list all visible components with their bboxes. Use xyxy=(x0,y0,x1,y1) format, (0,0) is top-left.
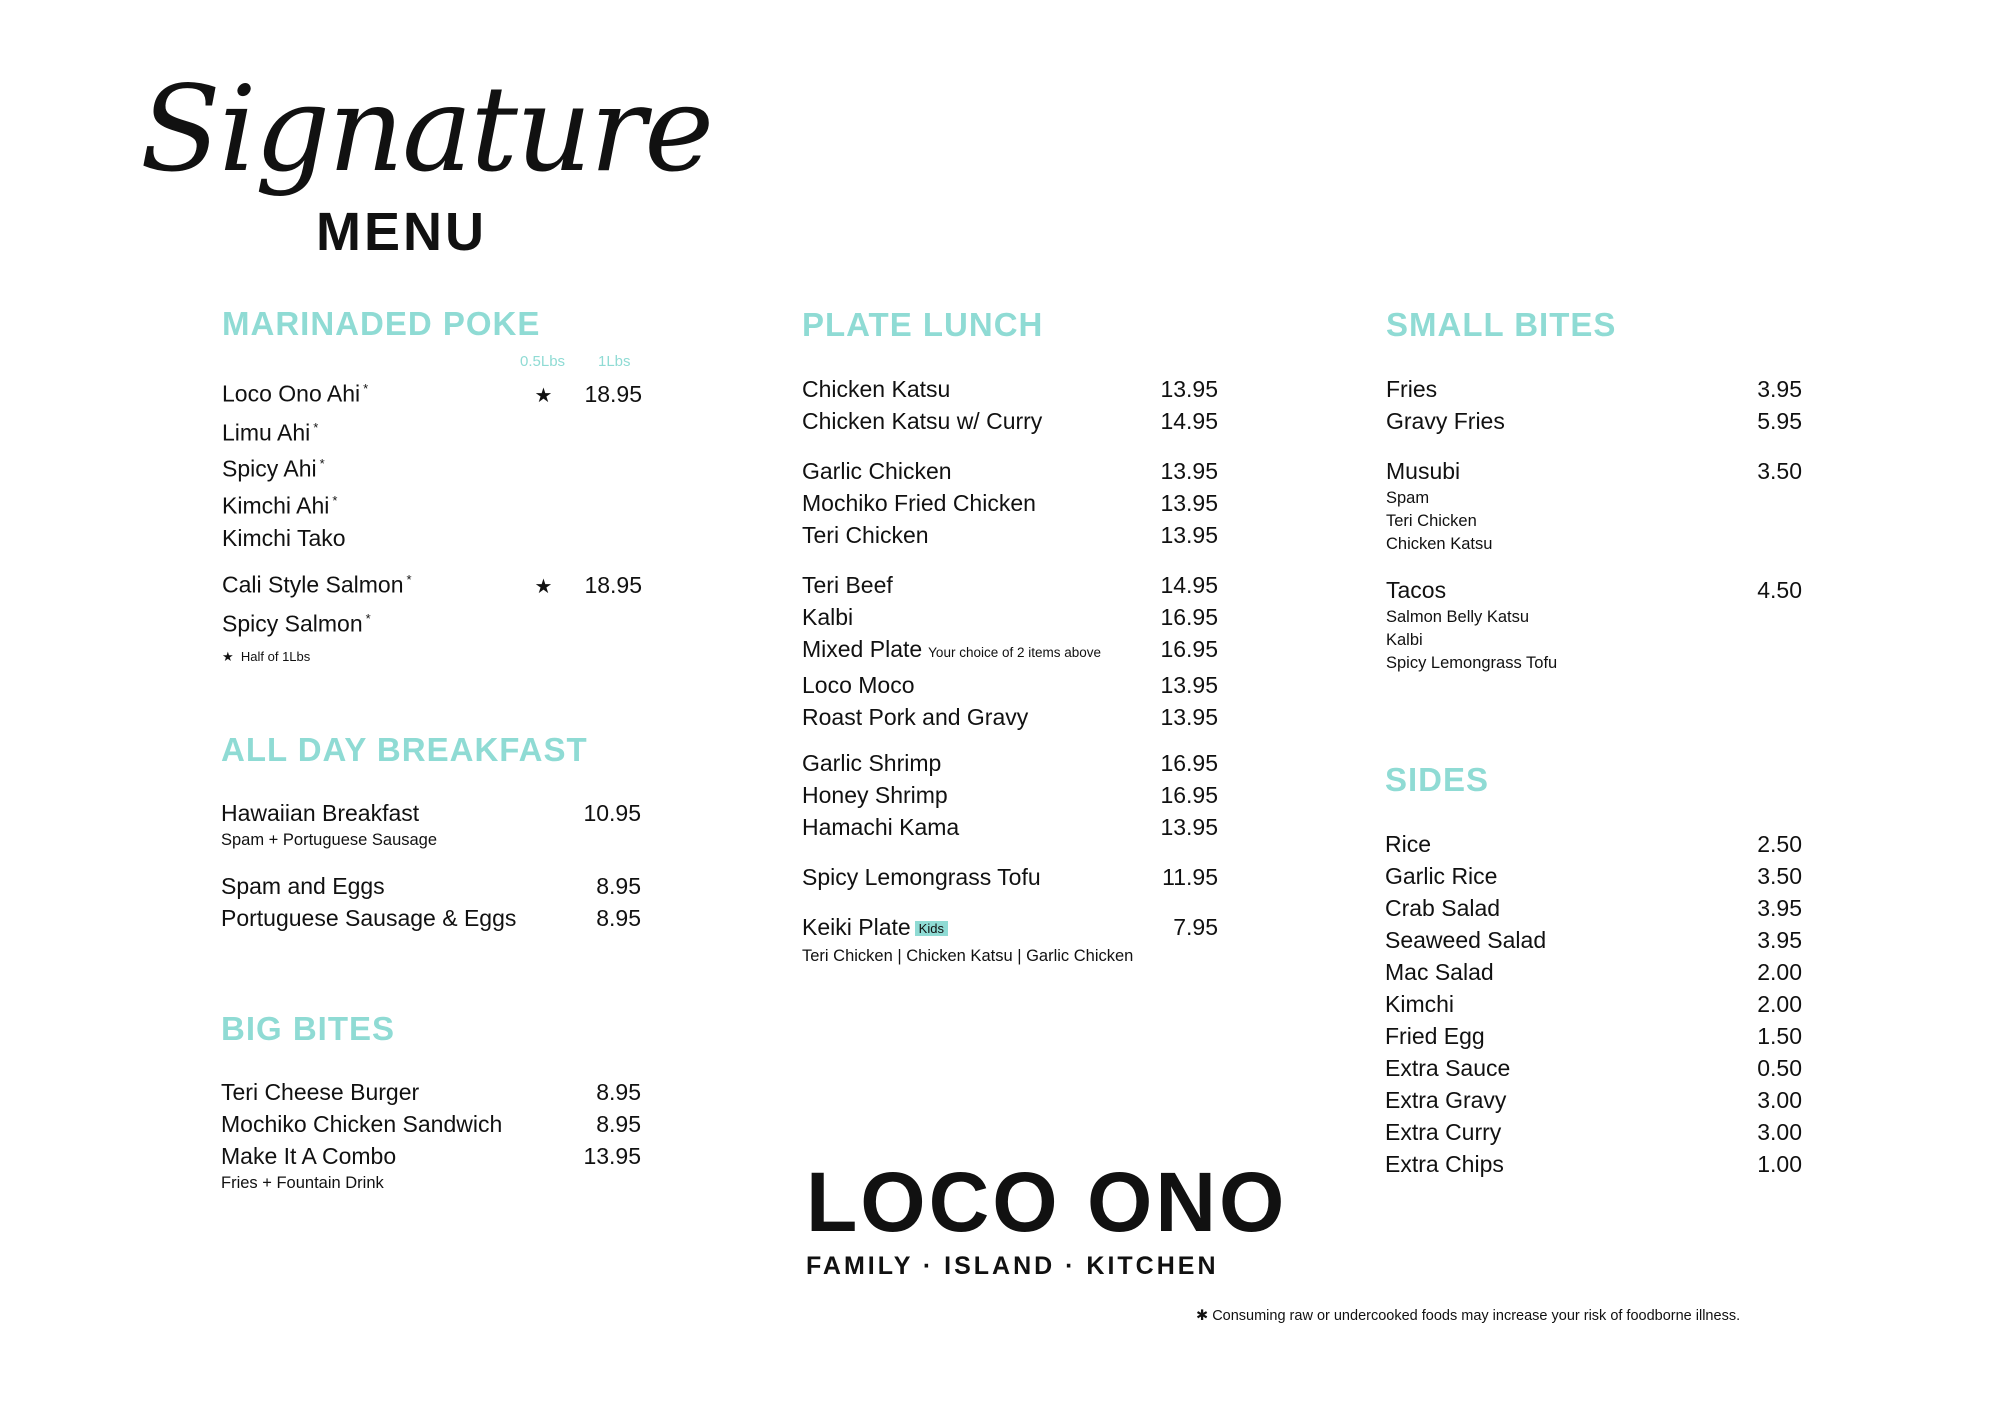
marinated-poke-section xyxy=(222,307,642,340)
menu-item: Teri Chicken 13.95 xyxy=(802,522,1218,548)
menu-item: Make It A Combo 13.95 xyxy=(221,1143,641,1169)
breakfast-items xyxy=(221,797,641,934)
menu-item: Mochiko Chicken Sandwich 8.95 xyxy=(221,1111,641,1137)
star-icon: ★ xyxy=(534,575,553,598)
section-title-big-bites: BIG BITES xyxy=(221,1010,396,1047)
sides-section xyxy=(1385,763,1802,796)
poke-group-salmon xyxy=(222,564,642,668)
menu-item: Loco Moco 13.95 xyxy=(802,672,1218,698)
section-title-plate-lunch: PLATE LUNCH xyxy=(802,306,1044,343)
menu-item: Teri Beef 14.95 xyxy=(802,572,1218,598)
menu-item: Cali Style Salmon * ★ 18.95 xyxy=(222,564,642,603)
menu-item: Kimchi Ahi * xyxy=(222,492,338,519)
poke-price: 18.95 xyxy=(584,571,642,598)
menu-item: Mixed Plate Your choice of 2 items above 16.95 xyxy=(802,636,1218,662)
menu-item: Spicy Lemongrass Tofu 11.95 xyxy=(802,864,1218,890)
menu-item: Kalbi 16.95 xyxy=(802,604,1218,630)
menu-item: Musubi 3.50 xyxy=(1386,458,1802,484)
item-description: Teri Chicken | Chicken Katsu | Garlic Chicken xyxy=(802,946,1134,965)
menu-item: Gravy Fries 5.95 xyxy=(1386,408,1802,434)
menu-item: Chicken Katsu 13.95 xyxy=(802,376,1218,402)
star-note: ★ Half of 1Lbs xyxy=(222,649,311,665)
size-full-label: 1Lbs xyxy=(598,353,631,370)
signature-script-title: Signature xyxy=(140,60,713,198)
menu-item: Spam and Eggs 8.95 xyxy=(221,873,641,899)
menu-item: Extra Curry 3.00 xyxy=(1385,1119,1802,1145)
option-item: Kalbi xyxy=(1386,631,1423,649)
menu-item: Extra Sauce 0.50 xyxy=(1385,1055,1802,1081)
menu-item: Fries 3.95 xyxy=(1386,376,1802,402)
menu-item: Hawaiian Breakfast 10.95 xyxy=(221,800,641,826)
menu-item: Hamachi Kama 13.95 xyxy=(802,814,1218,840)
option-item: Spam xyxy=(1386,489,1430,507)
menu-item: Kimchi 2.00 xyxy=(1385,991,1802,1017)
plate-lunch-section xyxy=(802,308,1218,341)
star-icon: ★ xyxy=(534,384,553,407)
raw-food-disclaimer: ✱ Consuming raw or undercooked foods may increase your risk of foodborne illness. xyxy=(1196,1308,1741,1324)
menu-item: Mac Salad 2.00 xyxy=(1385,959,1802,985)
section-title-small-bites: SMALL BITES xyxy=(1386,306,1617,343)
loco-ono-logo: LOCO ONO xyxy=(806,1155,1288,1249)
breakfast-section xyxy=(221,733,641,766)
menu-heading: MENU xyxy=(316,202,487,262)
menu-item: Seaweed Salad 3.95 xyxy=(1385,927,1802,953)
option-item: Chicken Katsu xyxy=(1386,535,1493,553)
option-item: Salmon Belly Katsu xyxy=(1386,608,1530,626)
section-title-sides: SIDES xyxy=(1385,761,1490,798)
menu-item: Crab Salad 3.95 xyxy=(1385,895,1802,921)
asterisk-icon: ✱ xyxy=(1196,1308,1209,1324)
big-bites-section xyxy=(221,1012,641,1045)
poke-price: 18.95 xyxy=(584,380,642,407)
option-item: Teri Chicken xyxy=(1386,512,1477,530)
menu-item: Teri Cheese Burger 8.95 xyxy=(221,1079,641,1105)
menu-item: Spicy Salmon * xyxy=(222,610,371,637)
small-bites-items xyxy=(1386,373,1802,675)
sides-items xyxy=(1385,828,1802,1180)
menu-item: Garlic Rice 3.50 xyxy=(1385,863,1802,889)
plate-lunch-items xyxy=(802,373,1218,968)
big-bites-items xyxy=(221,1076,641,1195)
menu-item: Keiki Plate Kids 7.95 xyxy=(802,914,1218,940)
option-item: Spicy Lemongrass Tofu xyxy=(1386,654,1558,672)
menu-item: Garlic Chicken 13.95 xyxy=(802,458,1218,484)
menu-item: Fried Egg 1.50 xyxy=(1385,1023,1802,1049)
menu-item: Portuguese Sausage & Eggs 8.95 xyxy=(221,905,641,931)
menu-item: Extra Chips 1.00 xyxy=(1385,1151,1802,1177)
poke-group-ahi xyxy=(222,373,642,554)
menu-item: Kimchi Tako xyxy=(222,524,346,551)
menu-item: Loco Ono Ahi * ★ 18.95 xyxy=(222,373,642,412)
item-description: Spam + Portuguese Sausage xyxy=(221,831,438,849)
star-icon: ★ xyxy=(222,649,234,665)
menu-item: Chicken Katsu w/ Curry 14.95 xyxy=(802,408,1218,434)
small-bites-section xyxy=(1386,308,1802,341)
section-title-poke: MARINADED POKE xyxy=(222,305,541,342)
menu-item: Limu Ahi * xyxy=(222,419,319,446)
menu-item: Roast Pork and Gravy 13.95 xyxy=(802,704,1218,730)
size-half-label: 0.5Lbs xyxy=(520,353,566,370)
kids-badge: Kids xyxy=(915,921,948,936)
menu-item: Mochiko Fried Chicken 13.95 xyxy=(802,490,1218,516)
menu-item: Honey Shrimp 16.95 xyxy=(802,782,1218,808)
section-title-breakfast: ALL DAY BREAKFAST xyxy=(221,731,588,768)
menu-item: Rice 2.50 xyxy=(1385,831,1802,857)
menu-item: Spicy Ahi * xyxy=(222,455,325,482)
mixed-plate-note: Your choice of 2 items above xyxy=(928,645,1102,660)
brand-tagline: FAMILY · ISLAND · KITCHEN xyxy=(806,1252,1219,1280)
menu-item: Tacos 4.50 xyxy=(1386,577,1802,603)
menu-item: Extra Gravy 3.00 xyxy=(1385,1087,1802,1113)
menu-item: Garlic Shrimp 16.95 xyxy=(802,750,1218,776)
item-description: Fries + Fountain Drink xyxy=(221,1174,384,1192)
